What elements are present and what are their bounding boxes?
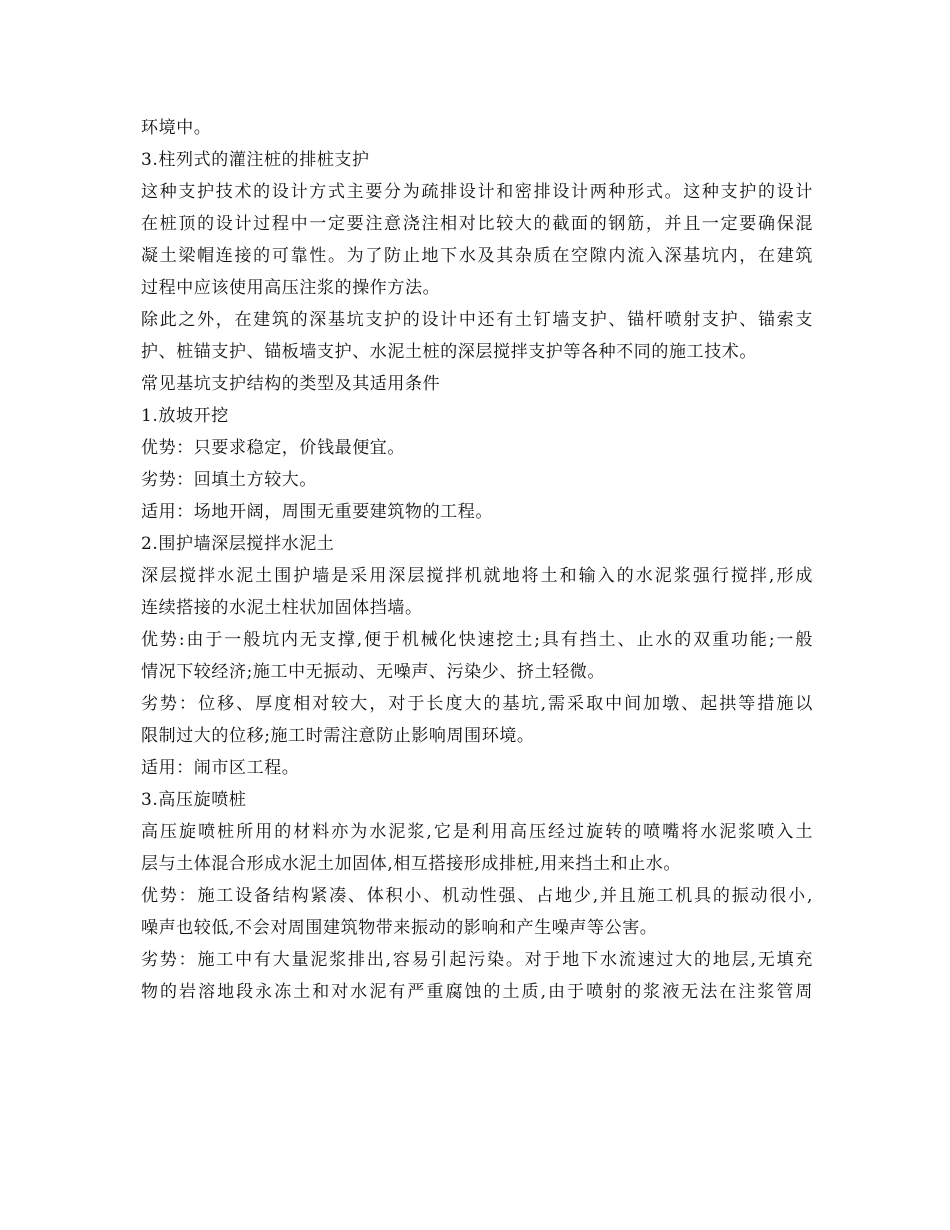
text-line: 这种支护技术的设计方式主要分为疏排设计和密排设计两种形式。这种支护的设计	[141, 182, 813, 202]
document-body	[141, 112, 813, 1008]
text-line: 高压旋喷桩所用的材料亦为水泥浆,它是利用高压经过旋转的喷嘴将水泥浆喷入土	[141, 822, 813, 842]
text-line: 深层搅拌水泥土围护墙是采用深层搅拌机就地将土和输入的水泥浆强行搅拌,形成	[141, 566, 813, 586]
text-line: 适用：场地开阔，周围无重要建筑物的工程。	[141, 502, 493, 522]
text-line: 层与土体混合形成水泥土加固体,相互搭接形成排桩,用来挡土和止水。	[141, 854, 682, 874]
text-line: 物的岩溶地段永冻土和对水泥有严重腐蚀的土质,由于喷射的浆液无法在注浆管周	[141, 982, 813, 1002]
section-heading: 3.高压旋喷桩	[141, 790, 247, 810]
section-heading: 常见基坑支护结构的类型及其适用条件	[141, 374, 441, 394]
text-line: 凝土梁帽连接的可靠性。为了防止地下水及其杂质在空隙内流入深基坑内，在建筑	[141, 246, 813, 266]
text-line: 情况下较经济;施工中无振动、无噪声、污染少、挤土轻微。	[141, 662, 605, 682]
text-line: 优势：只要求稳定，价钱最便宜。	[141, 438, 405, 458]
text-line: 在桩顶的设计过程中一定要注意浇注相对比较大的截面的钢筋，并且一定要确保混	[141, 214, 813, 234]
section-heading: 1.放坡开挖	[141, 406, 229, 426]
text-line: 噪声也较低,不会对周围建筑物带来振动的影响和产生噪声等公害。	[141, 918, 658, 938]
section-heading: 3.柱列式的灌注桩的排桩支护	[141, 150, 370, 170]
text-line: 连续搭接的水泥土柱状加固体挡墙。	[141, 598, 423, 618]
text-line: 环境中。	[141, 118, 212, 138]
section-heading: 2.围护墙深层搅拌水泥土	[141, 534, 335, 554]
text-line: 适用：闹市区工程。	[141, 758, 300, 778]
text-line: 限制过大的位移;施工时需注意防止影响周围环境。	[141, 726, 535, 746]
text-line: 劣势：施工中有大量泥浆排出,容易引起污染。对于地下水流速过大的地层,无填充	[141, 950, 813, 970]
text-line: 优势：施工设备结构紧凑、体积小、机动性强、占地少,并且施工机具的振动很小,	[141, 886, 813, 906]
text-line: 除此之外，在建筑的深基坑支护的设计中还有土钉墙支护、锚杆喷射支护、锚索支	[141, 310, 813, 330]
text-line: 过程中应该使用高压注浆的操作方法。	[141, 278, 441, 298]
text-line: 护、桩锚支护、锚板墙支护、水泥土桩的深层搅拌支护等各种不同的施工技术。	[141, 342, 757, 362]
text-line: 优势:由于一般坑内无支撑,便于机械化快速挖土;具有挡土、止水的双重功能;一般	[141, 630, 813, 650]
text-line: 劣势：回填土方较大。	[141, 470, 317, 490]
text-line: 劣势：位移、厚度相对较大，对于长度大的基坑,需采取中间加墩、起拱等措施以	[141, 694, 813, 714]
